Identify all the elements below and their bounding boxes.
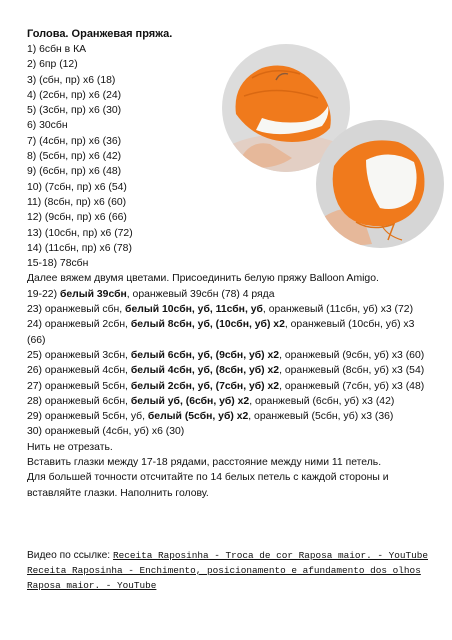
instruction-text: 29) оранжевый 5сбн, уб, <box>27 411 148 423</box>
bold-instruction: белый 2сбн, уб, (7сбн, уб) х2 <box>130 380 280 392</box>
instruction-text: 28) оранжевый 6сбн, <box>27 395 131 407</box>
bold-instruction: белый 10сбн, уб, 11сбн, уб <box>125 304 263 316</box>
instruction-text: Для большей точности отсчитайте по 14 белых петель с каждой стороны и <box>27 472 389 484</box>
pattern-row <box>27 57 427 72</box>
instruction-text: 11) (8сбн, пр) х6 (60) <box>27 196 127 208</box>
instruction-text: 10) (7сбн, пр) х6 (54) <box>27 181 127 193</box>
instruction-text: 12) (9сбн, пр) х6 (66) <box>27 212 127 224</box>
bold-instruction: белый 39сбн <box>59 288 127 300</box>
bold-instruction: белый 8сбн, уб, (10сбн, уб) х2 <box>130 319 285 331</box>
video-link-filling[interactable]: Receita Raposinha - Enchimento, posicionamento e afundamento dos olhos Raposa maior. - YouTube <box>27 565 421 591</box>
instruction-text: 7) (4сбн, пр) х6 (36) <box>27 135 122 147</box>
section-heading: Голова. Оранжевая пряжа. <box>27 28 173 40</box>
pattern-row <box>27 394 427 409</box>
instruction-text: 15-18) 78сбн <box>27 258 89 270</box>
pattern-row <box>27 317 427 348</box>
instruction-text: 1) 6сбн в КА <box>27 44 87 55</box>
pattern-row <box>27 302 427 317</box>
instruction-text: 27) оранжевый 5сбн, <box>27 380 131 392</box>
pattern-row <box>27 287 427 302</box>
instruction-text: , оранжевый (7сбн, уб) х3 (48) <box>279 380 425 392</box>
instruction-text: , оранжевый (11сбн, уб) х3 (72) <box>262 304 414 316</box>
pattern-row <box>27 424 427 439</box>
instruction-text: , оранжевый (6сбн, уб) х3 (42) <box>249 395 395 407</box>
instruction-text: 25) оранжевый 3сбн, <box>27 349 131 361</box>
crochet-head-top-image <box>316 120 444 248</box>
pattern-row <box>27 455 427 470</box>
instruction-text: 3) (сбн, пр) х6 (18) <box>27 74 116 86</box>
pattern-row <box>27 379 427 394</box>
instruction-text: 24) оранжевый 2сбн, <box>27 319 131 331</box>
pattern-row <box>27 486 427 501</box>
instruction-text: , оранжевый (8сбн, уб) х3 (54) <box>279 365 425 377</box>
photo-head-top <box>316 120 444 248</box>
instruction-text: 14) (11сбн, пр) х6 (78) <box>27 242 132 254</box>
instruction-text: 5) (3сбн, пр) х6 (30) <box>27 105 122 117</box>
instruction-text: Нить не отрезать. <box>27 441 113 453</box>
instruction-text: Вставить глазки между 17-18 рядами, расстояние между ними 11 петель. <box>27 457 382 469</box>
instruction-text: 13) (10сбн, пр) х6 (72) <box>27 227 133 239</box>
bold-instruction: белый 6сбн, уб, (9сбн, уб) х2 <box>130 349 280 361</box>
pattern-row <box>27 256 427 271</box>
pattern-row <box>27 470 427 485</box>
instruction-text: 8) (5сбн, пр) х6 (42) <box>27 151 122 163</box>
instruction-text: , оранжевый 39сбн (78) 4 ряда <box>126 288 275 300</box>
pattern-row <box>27 409 427 424</box>
bold-instruction: белый (5сбн, уб) х2 <box>147 411 249 423</box>
bold-instruction: белый 4сбн, уб, (8сбн, уб) х2 <box>130 365 280 377</box>
bold-instruction: белый уб, (6сбн, уб) х2 <box>130 395 250 407</box>
pattern-row <box>27 271 427 286</box>
instruction-text: 4) (2сбн, пр) х6 (24) <box>27 89 122 101</box>
pattern-row <box>27 42 427 57</box>
pattern-row <box>27 440 427 455</box>
video-prefix: Видео по ссылке: <box>27 550 113 561</box>
instruction-text: Далее вяжем двумя цветами. Присоединить белую пряжу Balloon Amigo. <box>27 273 379 285</box>
instruction-text: 9) (6сбн, пр) х6 (48) <box>27 166 122 178</box>
pattern-row <box>27 348 427 363</box>
instruction-text: , оранжевый (9сбн, уб) х3 (60) <box>279 349 425 361</box>
instruction-text: , оранжевый (5сбн, уб) х3 (36) <box>248 411 394 423</box>
instruction-text: , оранжевый (10сбн, уб) х3 (66) <box>27 319 415 346</box>
instruction-text: вставляйте глазки. Наполнить голову. <box>27 487 209 499</box>
video-links <box>27 548 437 593</box>
pattern-row <box>27 363 427 378</box>
video-link-color-change[interactable]: Receita Raposinha - Troca de cor Raposa maior. - YouTube <box>112 550 429 561</box>
instruction-text: 26) оранжевый 4сбн, <box>27 365 131 377</box>
instruction-text: 30) оранжевый (4сбн, уб) х6 (30) <box>27 426 185 438</box>
instruction-text: 6) 30сбн <box>27 120 68 132</box>
video-line-1 <box>27 548 437 563</box>
instruction-text: 23) оранжевый сбн, <box>27 304 126 316</box>
instruction-text: 19-22) <box>27 288 60 300</box>
instruction-text: 2) 6пр (12) <box>27 59 78 71</box>
